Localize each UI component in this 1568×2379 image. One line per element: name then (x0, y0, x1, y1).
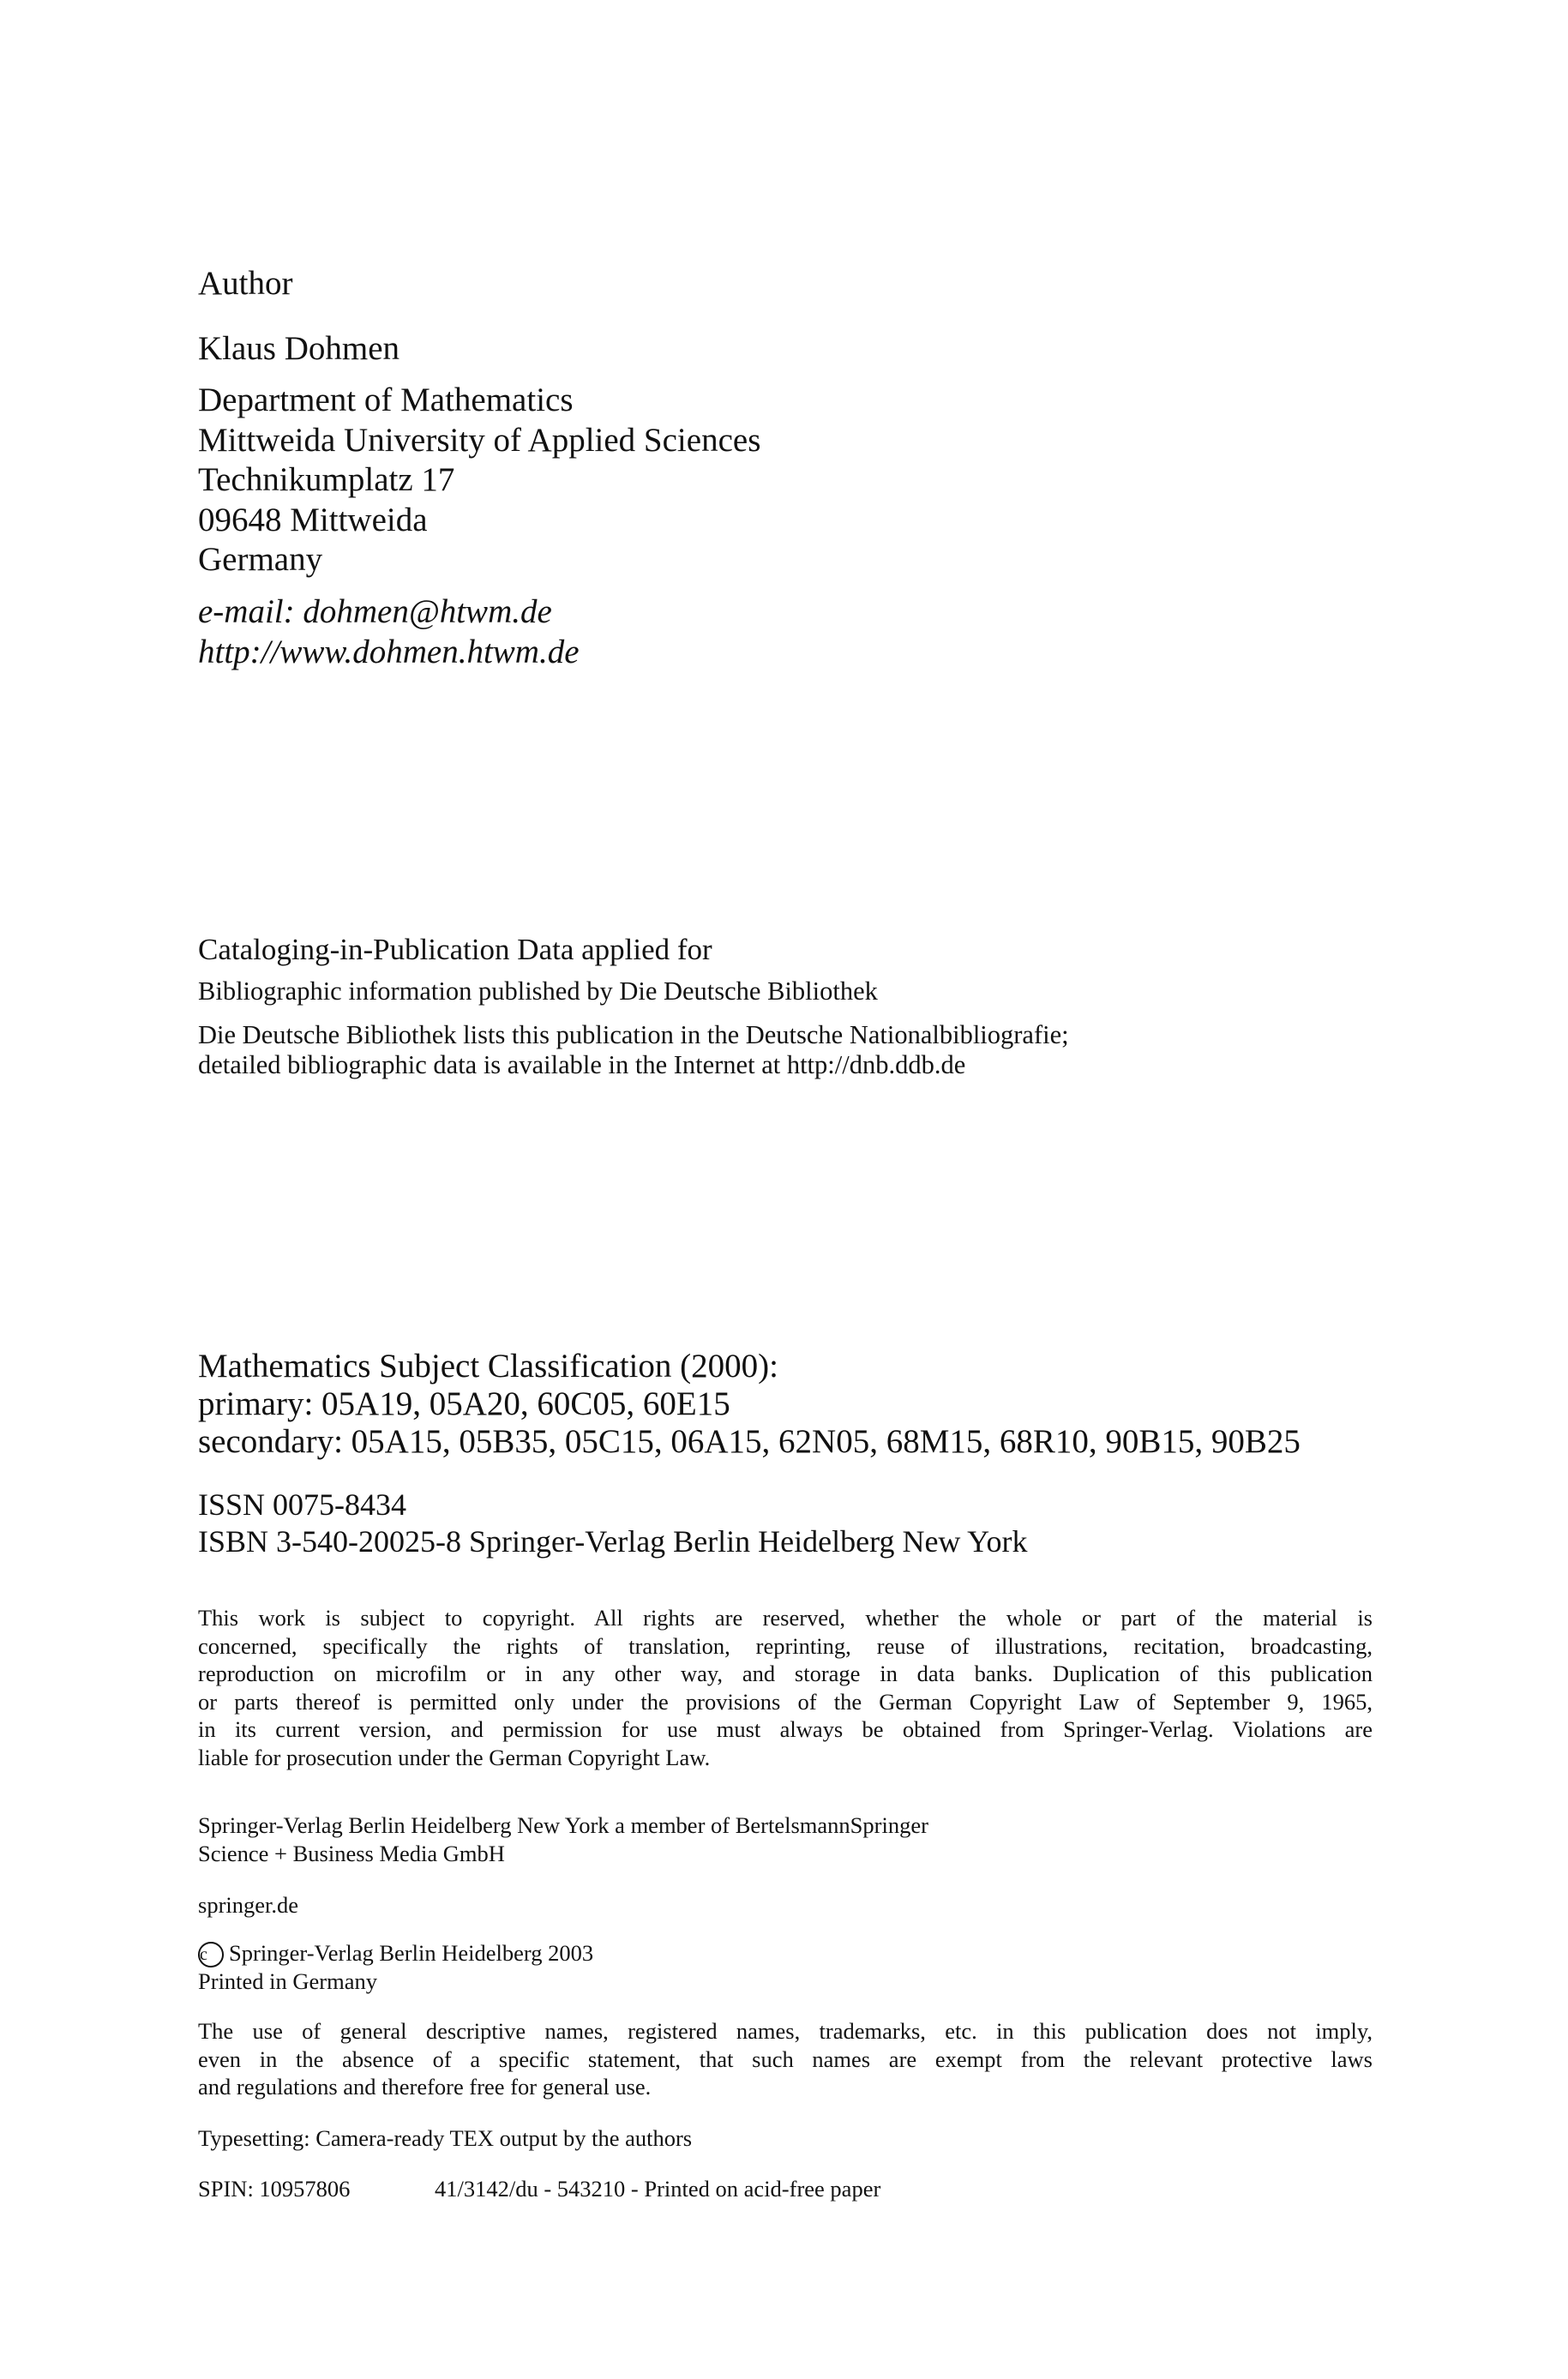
trademark-notice-line: even in the absence of a specific statement, that such names are exempt from the relevant protective laws (198, 2046, 1373, 2072)
cip-bibliographic-info (198, 976, 878, 1006)
spin-number: SPIN: 10957806 (198, 2176, 351, 2202)
spin-row (198, 2175, 1373, 2203)
author-email: e-mail: dohmen@htwm.de (198, 593, 552, 630)
publisher-info (198, 1811, 1373, 1867)
copyright-icon: c (198, 1942, 224, 1967)
msc-secondary: secondary: 05A15, 05B35, 05C15, 06A15, 62N05, 68M15, 68R10, 90B15, 90B25 (198, 1423, 1301, 1460)
copyright-notice-line: This work is subject to copyright. All rights are reserved, whether the whole or part of the material is (198, 1605, 1373, 1631)
copyright-notice (198, 1604, 1373, 1772)
address-line: Technikumplatz 17 (198, 461, 455, 499)
publisher-url-text: springer.de (198, 1892, 299, 1918)
address-line: Mittweida University of Applied Sciences (198, 421, 761, 459)
typesetting-note (198, 2124, 1373, 2153)
author-name-text: Klaus Dohmen (198, 330, 400, 367)
cip-heading-text: Cataloging-in-Publication Data applied for (198, 933, 712, 966)
publisher-line: Science + Business Media GmbH (198, 1840, 505, 1866)
trademark-notice-line: The use of general descriptive names, registered names, trademarks, etc. in this publication does not imply, (198, 2018, 1373, 2044)
msc-classification (198, 1348, 1301, 1461)
cip-bibliographic-text: Bibliographic information published by Die Deutsche Bibliothek (198, 976, 878, 1006)
cip-dnb-line: detailed bibliographic data is available in the Internet at http://dnb.ddb.de (198, 1050, 966, 1079)
author-address (198, 381, 760, 580)
copyright-line (198, 1939, 1373, 1967)
publisher-url (198, 1891, 1373, 1919)
author-contact (198, 592, 580, 672)
typesetting-text: Typesetting: Camera-ready TEX output by the authors (198, 2125, 693, 2151)
copyright-notice-line: liable for prosecution under the German Copyright Law. (198, 1744, 711, 1770)
identifiers (198, 1487, 1027, 1560)
cip-dnb-notice (198, 1020, 1069, 1080)
printed-in: Printed in Germany (198, 1968, 378, 1994)
copyright-notice-line: in its current version, and permission for use must always be obtained from Springer-Verlag. Violations are (198, 1716, 1373, 1743)
isbn: ISBN 3-540-20025-8 Springer-Verlag Berlin Heidelberg New York (198, 1524, 1028, 1559)
publisher-line: Springer-Verlag Berlin Heidelberg New York a member of BertelsmannSpringer (198, 1812, 928, 1838)
issn: ISSN 0075-8434 (198, 1487, 407, 1522)
msc-heading: Mathematics Subject Classification (2000): (198, 1348, 778, 1385)
author-heading (198, 264, 293, 303)
copyright-notice-line: or parts thereof is permitted only under the provisions of the German Copyright Law of September 9, 1965, (198, 1688, 1373, 1715)
spin-details: 41/3142/du - 543210 - Printed on acid-free paper (435, 2176, 881, 2202)
author-heading-text: Author (198, 265, 293, 302)
trademark-notice-line: and regulations and therefore free for general use. (198, 2074, 652, 2100)
author-name (198, 329, 400, 369)
cip-heading (198, 932, 712, 968)
copyright-line-text: Springer-Verlag Berlin Heidelberg 2003 (229, 1940, 594, 1966)
copyright-notice-line: concerned, specifically the rights of translation, reprinting, reuse of illustrations, recitation, broadcasting, (198, 1632, 1373, 1659)
address-line: Germany (198, 541, 323, 579)
copyright-year-block (198, 1939, 1373, 1996)
copyright-notice-line: reproduction on microfilm or in any other way, and storage in data banks. Duplication of this publication (198, 1661, 1373, 1687)
address-line: 09648 Mittweida (198, 501, 428, 538)
msc-primary: primary: 05A19, 05A20, 60C05, 60E15 (198, 1385, 730, 1422)
spin-line (198, 2175, 1373, 2203)
address-line: Department of Mathematics (198, 381, 574, 418)
cip-dnb-line: Die Deutsche Bibliothek lists this publication in the Deutsche Nationalbibliografie; (198, 1020, 1069, 1049)
trademark-notice (198, 2017, 1373, 2101)
author-website: http://www.dohmen.htwm.de (198, 634, 580, 670)
